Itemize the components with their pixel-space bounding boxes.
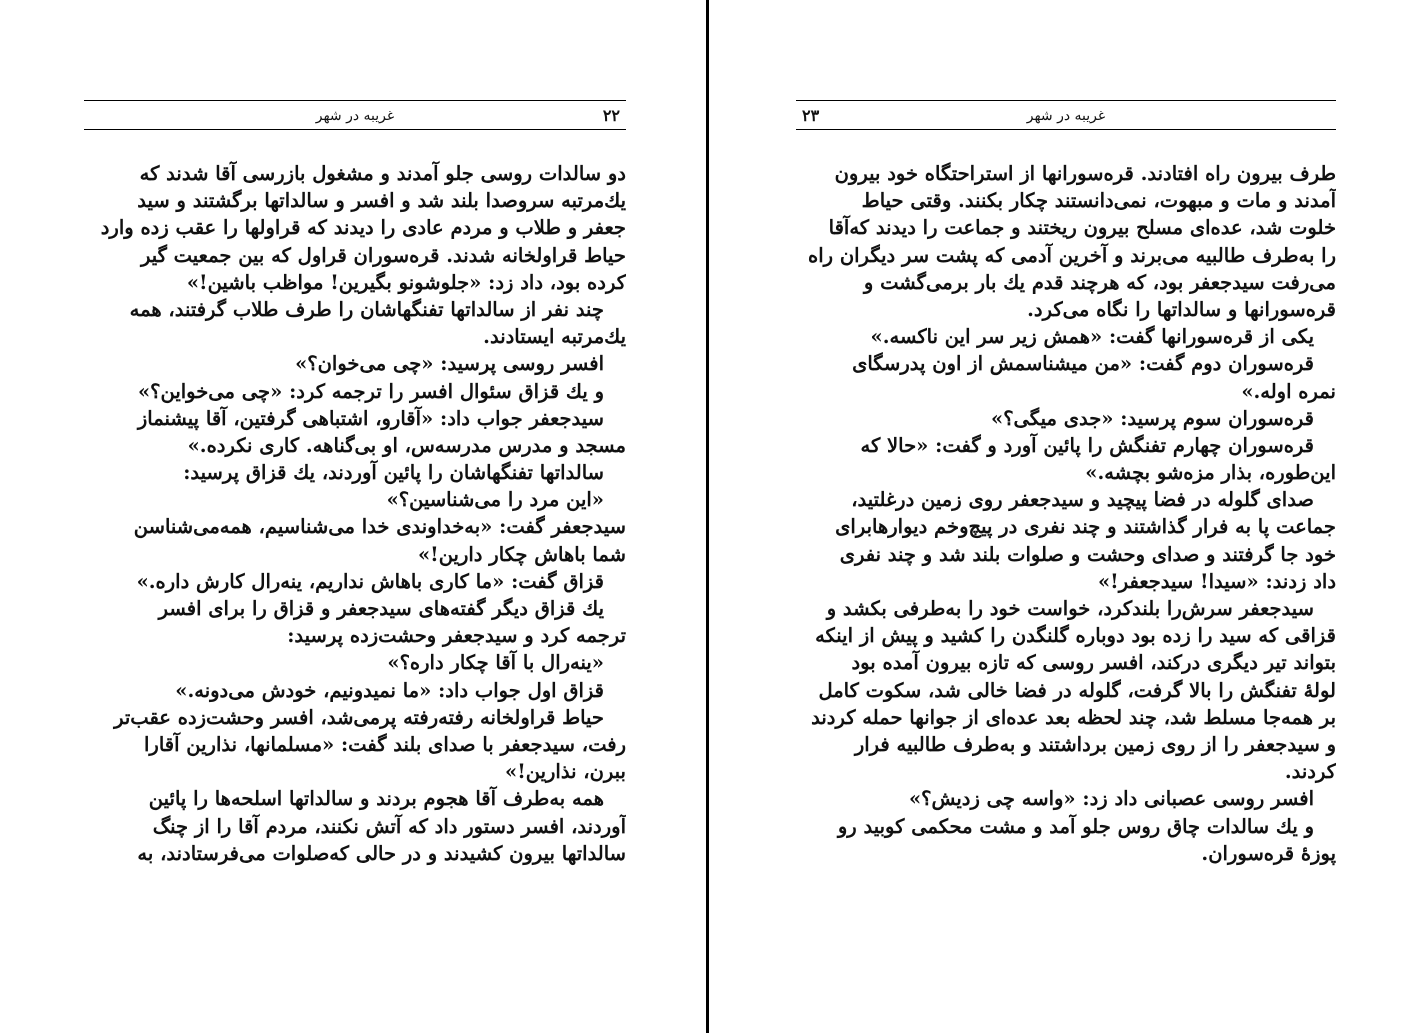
text-line: قره‌سوران چهارم تفنگش را پائین آورد و گفت: «حالا که	[860, 433, 1314, 457]
text-line: سیدجعفر گفت: «به‌خداوندی خدا می‌شناسیم، همه‌می‌شناسن	[133, 515, 626, 539]
text-line: صدای گلوله در فضا پیچید و سیدجعفر روی زمین درغلتید،	[851, 488, 1314, 512]
header-rule-bottom	[796, 129, 1336, 130]
left-page	[84, 0, 626, 1033]
text-line: یك‌مرتبه ایستادند.	[483, 325, 626, 349]
text-line: سالداتها تفنگهاشان را پائین آوردند، یك قزاق پرسید:	[183, 461, 604, 485]
text-line: حیاط قراولخانه شدند. قره‌سوران قراول که بین جمعیت گیر	[140, 243, 626, 267]
text-line: قره‌سورانها و سالداتها را نگاه می‌کرد.	[1027, 297, 1336, 321]
text-line: ببرن، نذارین!»	[505, 760, 626, 784]
right-page	[796, 0, 1336, 1033]
text-line: چند نفر از سالداتها تفنگهاشان را طرف طلاب گرفتند، همه	[129, 297, 604, 321]
text-line: و سیدجعفر را از روی زمین برداشتند و به‌طرف طالبیه فرار	[854, 732, 1336, 756]
text-line: جماعت پا به فرار گذاشتند و چند نفری در پیچ‌وخم دیوارهابرای	[835, 515, 1336, 539]
text-line: پوزهٔ قره‌سوران.	[1201, 841, 1336, 865]
text-line: یکی از قره‌سورانها گفت: «همش زیر سر این ناکسه.»	[870, 325, 1314, 349]
text-line: حیاط قراولخانه رفته‌رفته پرمی‌شد، افسر وحشت‌زده عقب‌تر	[114, 705, 604, 729]
page-number: ۲۳	[802, 106, 820, 125]
text-line: طرف بیرون راه افتادند. قره‌سورانها از استراحتگاه خود بیرون	[834, 162, 1336, 185]
running-head	[796, 106, 1336, 126]
text-line: بر همه‌جا مسلط شد، چند لحظه بعد عده‌ای از جوانها حمله کردند	[811, 705, 1336, 729]
running-title: غریبه در شهر	[315, 108, 395, 124]
text-line: قزاق اول جواب داد: «ما نمیدونیم، خودش می‌دونه.»	[175, 678, 604, 702]
text-line: افسر روسی عصبانی داد زد: «واسه چی زدیش؟»	[908, 787, 1314, 811]
text-line: می‌رفت سیدجعفر بود، که هرچند قدم یك بار برمی‌گشت و	[863, 270, 1336, 294]
text-line: همه به‌طرف آقا هجوم بردند و سالداتها اسلحه‌ها را پائین	[148, 787, 604, 811]
text-line: نمره اوله.»	[1241, 379, 1336, 403]
page-body	[796, 160, 1336, 867]
text-line: ترجمه کرد و سیدجعفر وحشت‌زده پرسید:	[287, 624, 626, 648]
text-line: سالداتها بیرون کشیدند و در حالی که‌صلوات می‌فرستادند، به	[137, 841, 626, 865]
header-rule-top	[84, 100, 626, 101]
text-line: کرده بود، داد زد: «جلوشونو بگیرین! مواظب باشین!»	[186, 270, 626, 294]
text-line: دو سالدات روسی جلو آمدند و مشغول بازرسی آقا شدند که	[139, 162, 626, 185]
text-line: کردند.	[1284, 760, 1336, 784]
text-line: قره‌سوران سوم پرسید: «جدی میگی؟»	[991, 406, 1314, 430]
text-line: یك‌مرتبه سروصدا بلند شد و افسر و سالداتها برگشتند و سید	[137, 189, 626, 213]
text-line: افسر روسی پرسید: «چی می‌خوان؟»	[295, 352, 604, 376]
text-line: جعفر و طلاب و مردم عادی را دیدند که قراولها را عقب زده وارد	[100, 216, 626, 240]
text-line: آمدند و مات و مبهوت، نمی‌دانستند چکار بکنند. وقتی حیاط	[861, 189, 1336, 213]
text-line: مسجد و مدرس مدرسه‌س، او بی‌گناهه. کاری نکرده.»	[187, 433, 626, 457]
header-rule-bottom	[84, 129, 626, 130]
text-line: یك قزاق دیگر گفته‌های سیدجعفر و قزاق را برای افسر	[158, 597, 604, 620]
text-line: شما باهاش چکار دارین!»	[417, 542, 626, 566]
text-line: این‌طوره، بذار مزه‌شو بچشه.»	[1085, 461, 1336, 485]
gutter-line	[706, 0, 709, 1033]
text-line: را به‌طرف طالبیه می‌برند و آخرین آدمی که پشت سر دیگران راه	[807, 243, 1336, 267]
text-line: قره‌سوران دوم گفت: «من میشناسمش از اون پدرسگای	[852, 352, 1314, 376]
text-line: بتواند تیر دیگری درکند، افسر روسی که تازه بیرون آمده بود	[851, 651, 1336, 675]
text-line: «این مرد را می‌شناسین؟»	[386, 488, 604, 512]
text-line: سیدجعفر سرش‌را بلندکرد، خواست خود را به‌طرفی بکشد و	[826, 597, 1314, 620]
page-body	[84, 160, 626, 867]
running-head	[84, 106, 626, 126]
text-line: و یك قزاق سئوال افسر را ترجمه کرد: «چی می‌خواین؟»	[137, 379, 604, 403]
text-line: خود جا گرفتند و صدای وحشت و صلوات بلند شد و چند نفری	[839, 542, 1336, 566]
text-line: رفت، سیدجعفر با صدای بلند گفت: «مسلمانها، نذارین آقارا	[143, 732, 626, 756]
text-line: قزاق گفت: «ما کاری باهاش نداریم، ینه‌رال کارش داره.»	[136, 569, 604, 593]
text-line: سیدجعفر جواب داد: «آقارو، اشتباهی گرفتین، آقا پیشنماز	[137, 406, 604, 430]
text-line: آوردند، افسر دستور داد که آتش نکنند، مردم آقا را از چنگ	[152, 814, 626, 838]
text-line: «ینه‌رال با آقا چکار داره؟»	[387, 651, 604, 675]
running-title: غریبه در شهر	[1026, 108, 1106, 124]
text-line: لولهٔ تفنگش را بالا گرفت، گلوله در فضا خالی شد، سکوت کامل	[818, 678, 1336, 702]
text-line: قزاقی که سید را زده بود دوباره گلنگدن را کشید و پیش از اینکه	[815, 624, 1336, 648]
header-rule-top	[796, 100, 1336, 101]
text-line: داد زدند: «سیدا! سیدجعفر!»	[1097, 569, 1336, 593]
page-number: ۲۲	[602, 106, 620, 125]
text-line: خلوت شد، عده‌ای مسلح بیرون ریختند و جماعت را دیدند که‌آقا	[828, 216, 1336, 240]
text-line: و یك سالدات چاق روس جلو آمد و مشت محکمی کوبید رو	[837, 814, 1314, 838]
